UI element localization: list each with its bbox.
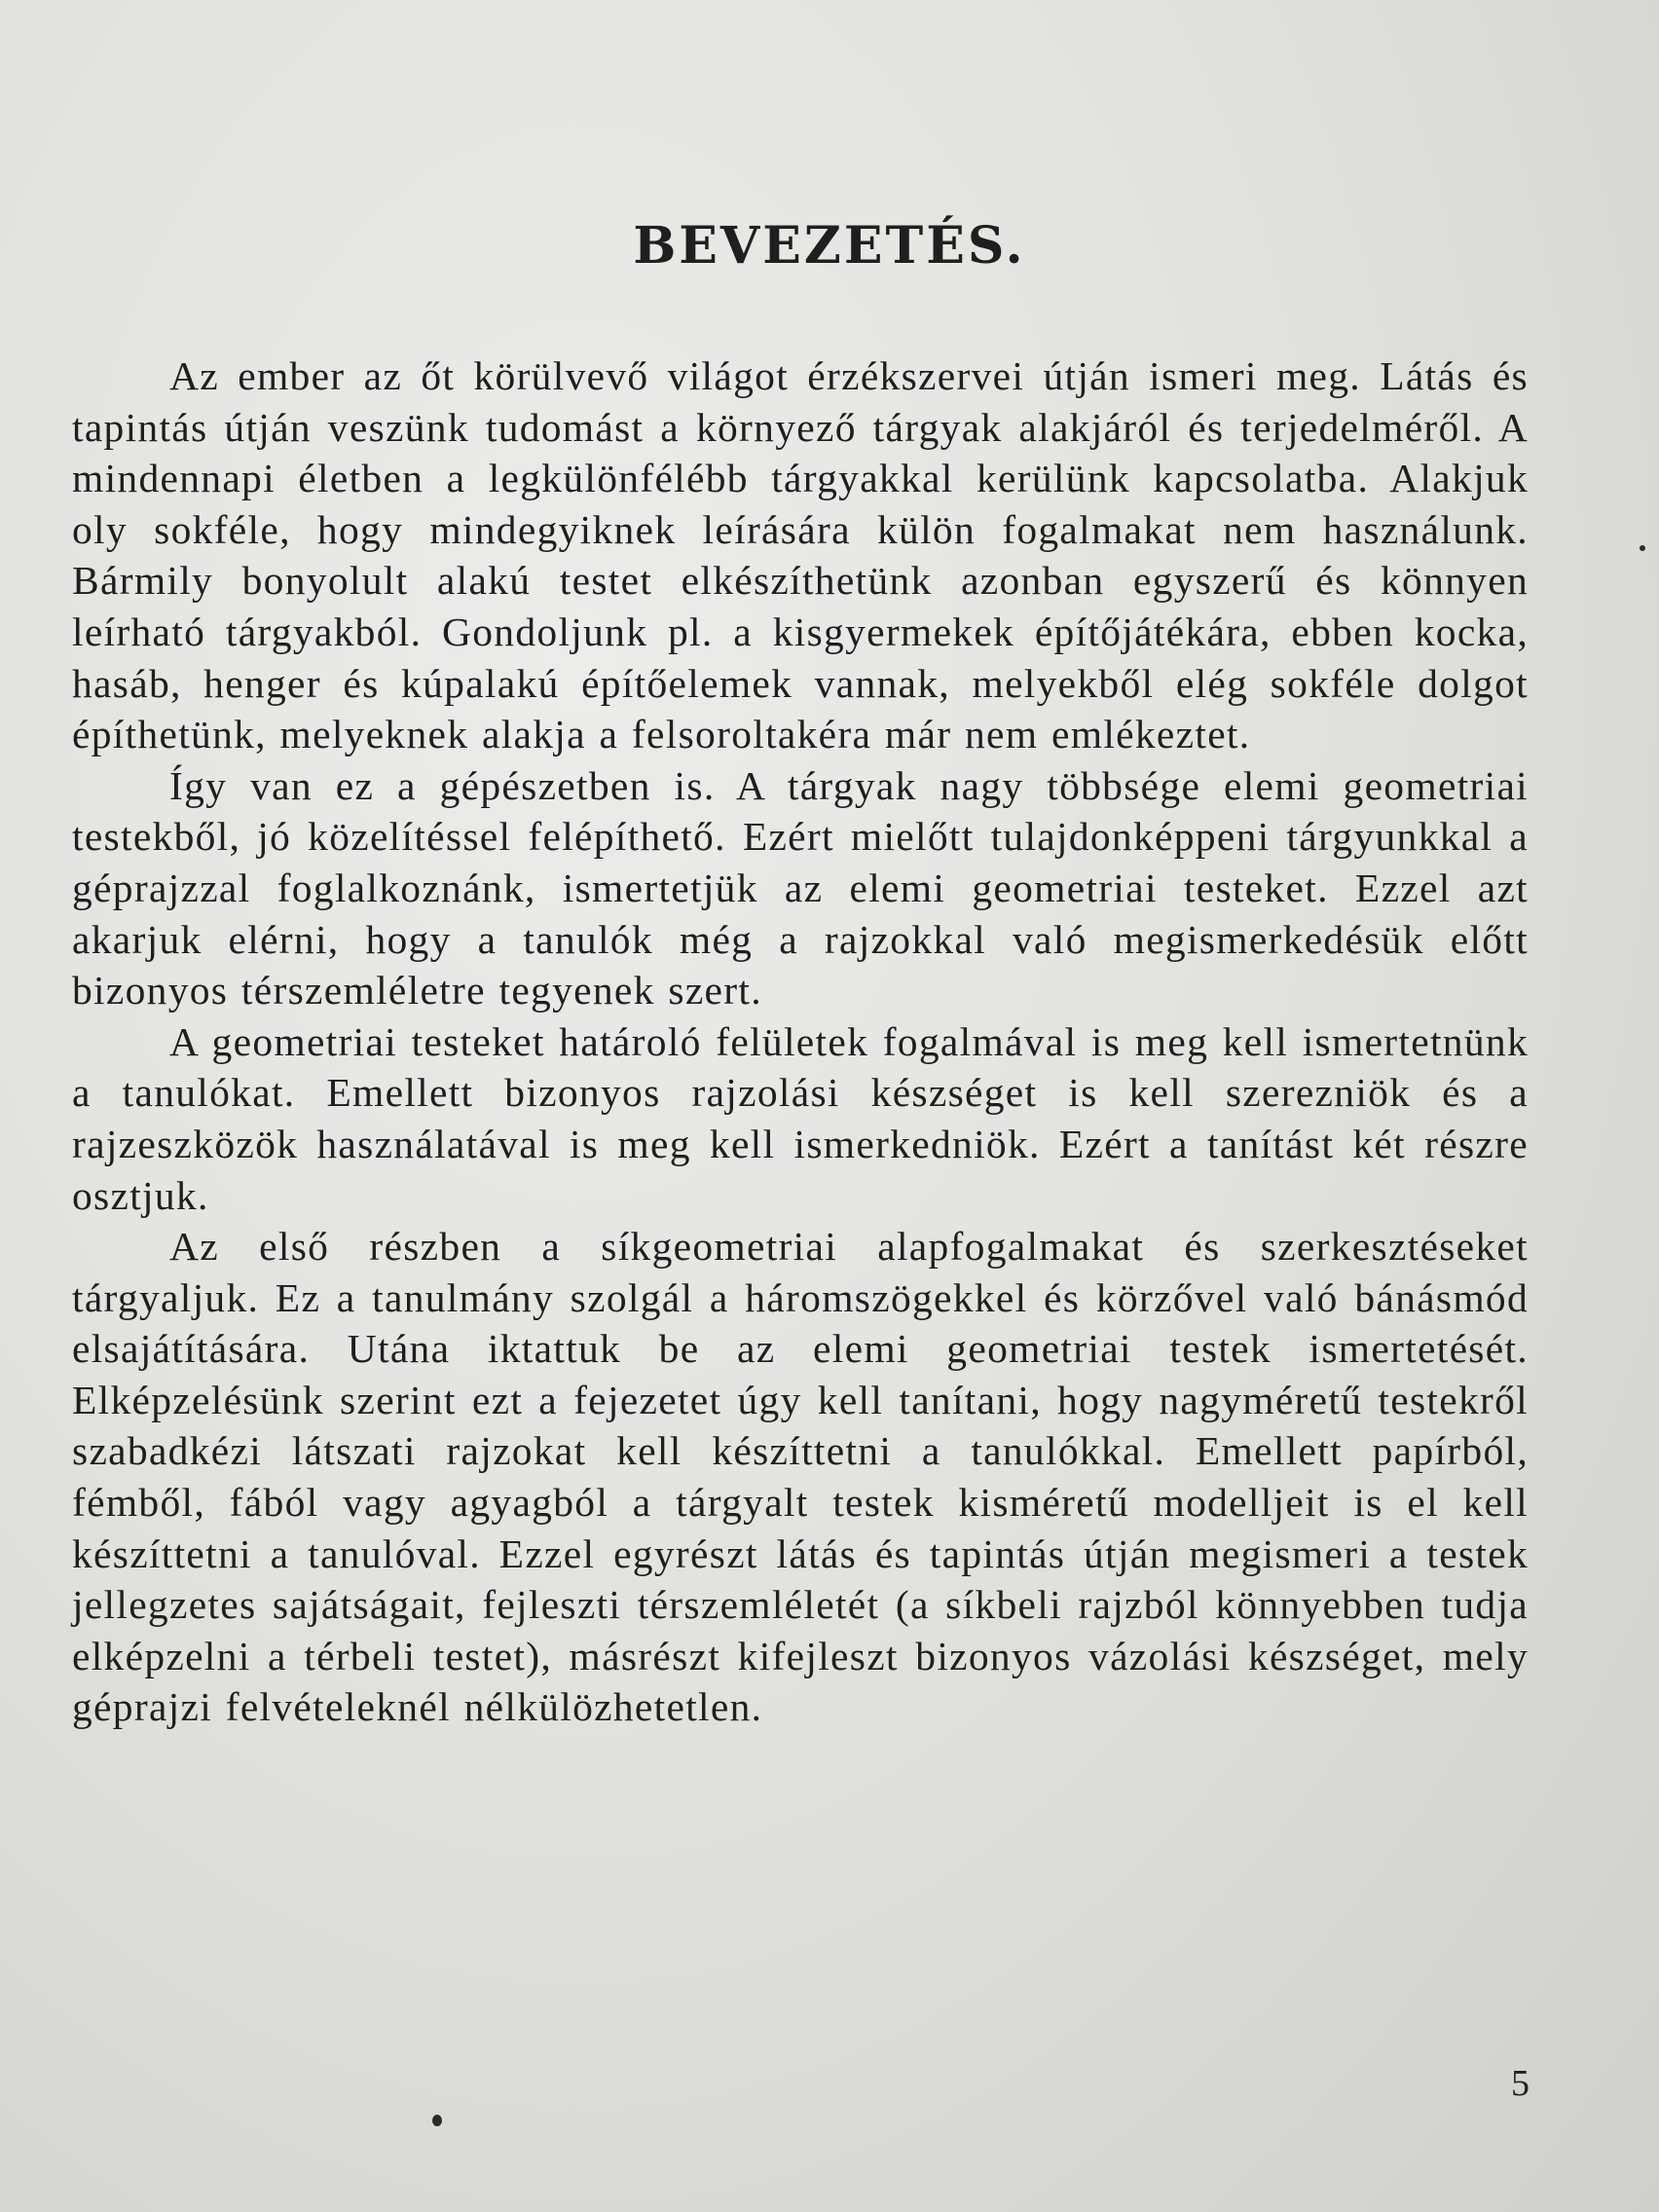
paragraph-1: Az ember az őt körülvevő világot érzékszervei útján ismeri meg. Látás és tapintás útján veszünk tudomást a környező tárgyak alakjáról és terjedelméről. A mindennapi életben a legkülönfélébb tárgyakkal kerülünk kapcsolatba. Alakjuk oly sokféle, hogy mindegyiknek leírására külön fogalmakat nem használunk. Bármily bonyolult alakú testet elkészíthetünk azonban egyszerű és könnyen leírható tárgyakból. Gondoljunk pl. a kisgyermekek építőjátékára, ebben kocka, hasáb, henger és kúpalakú építőelemek vannak, melyekből elég sokféle dolgot építhetünk, melyeknek alakja a felsoroltakéra már nem emlékeztet. — [72, 353, 1529, 757]
chapter-title: BEVEZETÉS. — [633, 216, 1026, 276]
paragraph-2: Így van ez a gépészetben is. A tárgyak nagy többsége elemi geometriai testekből, jó közelítéssel felépíthető. Ezért mielőtt tulajdonképpeni tárgyunkkal a géprajzzal foglalkoznánk, ismertetjük az elemi geometriai testeket. Ezzel azt akarjuk elérni, hogy a tanulók még a rajzokkal való megismerkedésük előtt bizonyos térszemléletre tegyenek szert. — [72, 762, 1529, 1014]
paragraph-3: A geometriai testeket határoló felületek fogalmával is meg kell ismertetnünk a tanulókat. Emellett bizonyos rajzolási készséget is kell szerezniök és a rajzeszközök használatával is meg kell ismerkedniök. Ezért a tanítást két részre osztjuk. — [72, 1018, 1529, 1218]
paragraph-4: Az első részben a síkgeometriai alapfogalmakat és szerkesztéseket tárgyaljuk. Ez a tanulmány szolgál a háromszögekkel és körzővel való bánásmód elsajátítására. Utána iktattuk be az elemi geometriai testek ismertetését. Elképzelésünk szerint ezt a fejezetet úgy kell tanítani, hogy nagyméretű testekről szabadkézi látszati rajzokat kell készíttetni a tanulókkal. Emellett papírból, fémből, fából vagy agyagból a tárgyalt testek kisméretű modelljeit is el kell készíttetni a tanulóval. Ezzel egyrészt látás és tapintás útján megismeri a testek jellegzetes sajátságait, fejleszti térszemléletét (a síkbeli rajzból könnyebben tudja elképzelni a térbeli testet), másrészt kifejleszt bizonyos vázolási készséget, mely géprajzi felvételeknél nélkülözhetetlen. — [72, 1224, 1529, 1730]
ink-speck — [1640, 545, 1645, 551]
body-text — [72, 350, 1529, 1733]
ink-speck — [432, 2115, 442, 2126]
page-number: 5 — [1511, 2063, 1530, 2104]
